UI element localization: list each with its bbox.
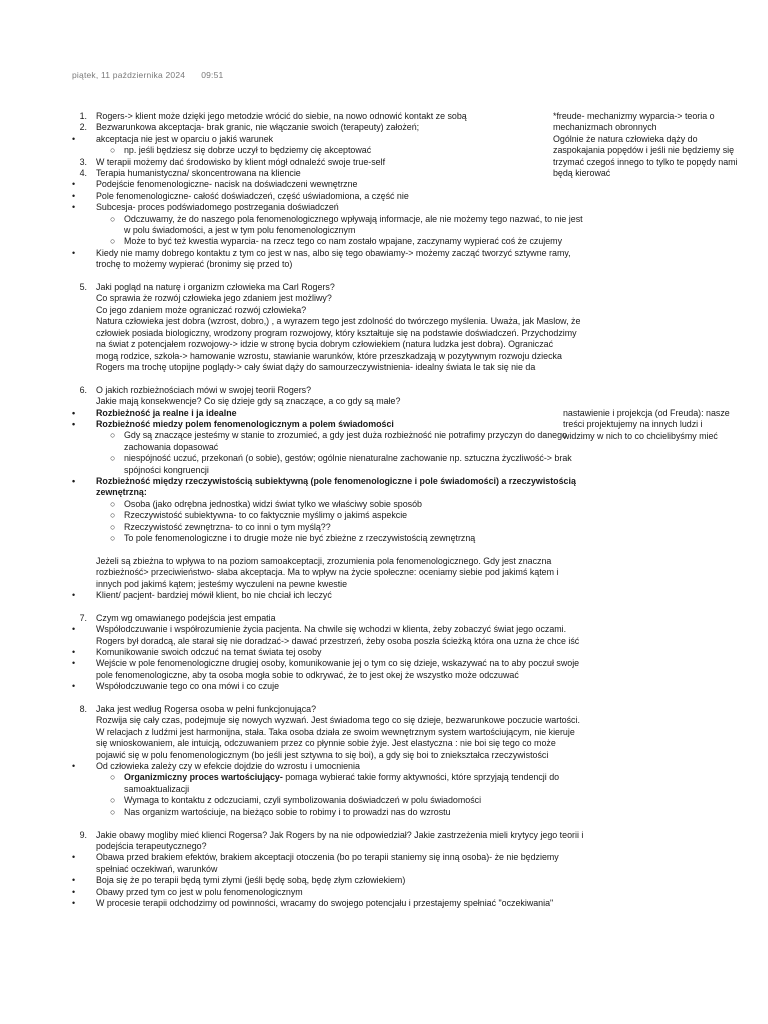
bullet-icon: •	[72, 247, 76, 258]
line-text: na świat z potencjałem rozwojowy-> idzie w stronę bycia dobrym człowiekiem (natura ludzka jest dobra). Ograniczać	[96, 339, 554, 350]
side-note-line: zaspokajania popędów i jeśli nie będziemy się	[553, 145, 735, 156]
sub-bullet-icon: ○	[110, 453, 116, 464]
line-text: W relacjach z ludźmi jest harmonijna, stała. Taka osoba działa ze swoim wewnętrznym system wartościującym, nie kieruje	[96, 726, 575, 737]
outline-line[interactable]	[72, 476, 642, 487]
side-note-line: mechanizmach obronnych	[553, 122, 657, 133]
outline-line[interactable]	[72, 715, 642, 726]
line-text: innych pod jakimś kątem; jesteśmy wyczuleni na pewne kwestie	[96, 578, 348, 589]
sub-bullet-icon: ○	[110, 533, 116, 543]
line-text: Jakie obawy mogliby mieć klienci Rogersa? Jak Rogers by na nie odpowiedział? Jakie zastrzeżenia mieli krytycy jego teorii i	[96, 829, 584, 840]
line-text: Subcesja- proces podświadomego postrzegania doświadczeń	[96, 202, 339, 213]
outline-line[interactable]	[72, 339, 642, 350]
sub-bullet-icon: ○	[110, 510, 116, 521]
outline-line[interactable]	[72, 453, 642, 464]
side-note-line: treści projektujemy na innych ludzi i	[563, 419, 703, 430]
line-text: człowiek posiada biologiczny, wrodzony program rozwojowy, który kształtuje się na podstawie doświadczeń. Przychodzimy	[96, 327, 577, 338]
bullet-icon: •	[72, 475, 76, 486]
line-text: np. jeśli będziesz się dobrze uczył to będziemy cię akceptować	[124, 145, 372, 156]
bullet-icon: •	[72, 190, 76, 201]
bullet-icon: •	[72, 133, 76, 144]
sub-bullet-icon: ○	[110, 521, 116, 532]
line-text: Czym wg omawianego podejścia jest empatia	[96, 612, 276, 623]
sub-bullet-icon: ○	[110, 430, 116, 441]
outline-line[interactable]	[72, 852, 642, 863]
side-note-line: trzymać czegoś innego to tylko te popędy nami	[553, 156, 738, 167]
note-time: 09:51	[201, 70, 224, 80]
line-text: Klient/ pacjent- bardziej mówił klient, bo nie chciał ich leczyć	[96, 590, 332, 601]
outline-line[interactable]	[72, 522, 642, 533]
outline-line[interactable]	[72, 408, 642, 419]
line-text: samoaktualizacji	[124, 783, 190, 794]
outline-line[interactable]	[72, 807, 642, 818]
line-text: Rzeczywistość zewnętrzna- to co inni o tym myślą??	[124, 521, 331, 532]
sub-bullet-icon: ○	[110, 806, 116, 817]
outline-line[interactable]	[72, 875, 642, 886]
line-text: Rogers ma trochę utopijne poglądy-> cały świat dąży do samourzeczywistnienia- idealny świata le tak się nie da	[96, 361, 536, 372]
line-text: Obawy przed tym co jest w polu fenomenologicznym	[96, 886, 303, 897]
outline-line[interactable]	[72, 670, 642, 681]
list-number: 2.	[79, 122, 87, 133]
outline-line[interactable]	[72, 864, 642, 875]
outline-line[interactable]	[72, 750, 642, 761]
line-text: Od człowieka zależy czy w efekcie dojdzie do wzrostu i umocnienia	[96, 761, 360, 772]
line-text: To pole fenomenologiczne i to drugie może nie być zbieżne z rzeczywistością zewnętrzną	[124, 533, 476, 543]
outline-line[interactable]	[72, 841, 642, 852]
line-text: Rzeczywistość subiektywna- to co faktycznie myślimy o jakimś aspekcie	[124, 510, 408, 521]
line-text: pojawić się w polu fenomenologicznym (bo jeśli jest sztywna to się boi), a gdy się boi to zniekształca rzeczywistości	[96, 749, 549, 760]
list-number: 5.	[79, 282, 87, 293]
line-text: spójności kongruencji	[124, 464, 209, 475]
line-text: Kiedy nie mamy dobrego kontaktu z tym co jest w nas, albo się tego obawiamy-> możemy zacząć tworzyć sztywne ramy,	[96, 247, 571, 258]
paragraph-gap	[72, 271, 642, 282]
line-text: rozbieżność> przeciwieństwo- słaba akceptacja. Ma to wpływ na życie społeczne: oceniamy siebie pod jakimś kątem i	[96, 567, 559, 578]
line-text: Rogers był doradcą, ale starał się nie doradzać-> dawać przestrzeń, żeby osoba poszła ścieżką która ona uzna że chce iść	[96, 635, 580, 646]
outline-line[interactable]	[72, 282, 642, 293]
line-text: Podejście fenomenologiczne- nacisk na doświadczeni wewnętrzne	[96, 179, 358, 190]
outline-line[interactable]	[72, 214, 642, 225]
sub-bullet-icon: ○	[110, 795, 116, 806]
line-text: się wnioskowaniem, ale intuicją, odczuwaniem przez co płynnie sobie żyje. Jest elastyczna : nie boi się tego co może	[96, 738, 556, 749]
line-text: Osoba (jako odrębna jednostka) widzi świat tylko we właściwy sobie sposób	[124, 498, 422, 509]
outline-line[interactable]	[72, 681, 642, 692]
line-text: Jaki pogląd na naturę i organizm człowieka ma Carl Rogers?	[96, 282, 335, 293]
outline-line[interactable]	[72, 567, 642, 578]
sub-bullet-icon: ○	[110, 145, 116, 156]
outline-line[interactable]	[72, 362, 642, 373]
outline-line[interactable]	[72, 795, 642, 806]
line-text: Pole fenomenologiczne- całość doświadczeń, część uświadomiona, a część nie	[96, 190, 409, 201]
outline-line[interactable]	[72, 316, 642, 327]
outline-line[interactable]	[72, 624, 642, 635]
note-body[interactable]	[72, 111, 642, 909]
sub-bullet-icon: ○	[110, 213, 116, 224]
outline-line[interactable]	[72, 761, 642, 772]
outline-line[interactable]	[72, 259, 642, 270]
paragraph-gap	[72, 373, 642, 384]
line-text: Gdy są znaczące jesteśmy w stanie to zrozumieć, a gdy jest duża rozbieżność nie potrafimy przyczyn do danego	[124, 430, 567, 441]
outline-line[interactable]	[72, 579, 642, 590]
line-text: Współodczuwanie tego co ona mówi i co czuje	[96, 681, 280, 692]
bullet-icon: •	[72, 407, 76, 418]
line-text: mogą rodzice, szkoła-> hamowanie wzrostu, stawianie warunków, które przeszkadzają w pozytywnym rozwoju dziecka	[96, 350, 562, 361]
bullet-icon: •	[72, 179, 76, 190]
outline-line[interactable]	[72, 533, 642, 544]
outline-line[interactable]	[72, 236, 642, 247]
outline-line[interactable]	[72, 465, 642, 476]
outline-line[interactable]	[72, 590, 642, 601]
line-text: Rozbieżność miedzy polem fenomenologicznym a polem świadomości	[96, 418, 394, 429]
outline-line[interactable]	[72, 430, 642, 441]
outline-line[interactable]	[72, 727, 642, 738]
bullet-icon: •	[72, 202, 76, 213]
list-number: 8.	[79, 704, 87, 715]
bullet-icon: •	[72, 761, 76, 772]
bullet-icon: •	[72, 624, 76, 635]
outline-line[interactable]	[72, 738, 642, 749]
outline-line[interactable]	[72, 636, 642, 647]
outline-line[interactable]	[72, 293, 642, 304]
outline-line[interactable]	[72, 556, 642, 567]
note-timestamp	[72, 70, 223, 80]
line-text: Bezwarunkowa akceptacja- brak granic, nie włączanie swoich (terapeuty) założeń;	[96, 122, 420, 133]
paragraph-gap	[72, 601, 642, 612]
outline-line[interactable]	[72, 704, 642, 715]
list-number: 6.	[79, 384, 87, 395]
line-text: trochę to możemy wypierać (bronimy się przed to)	[96, 259, 293, 270]
line-text: Odczuwamy, że do naszego pola fenomenologicznego wpływają informacje, ale nie możemy tego nazwać, to nie jest	[124, 213, 583, 224]
outline-line[interactable]	[72, 419, 642, 430]
line-text: niespójność uczuć, przekonań (o sobie), gestów; ogólnie nienaturalne zachowanie np. sztuczna życzliwość-> brak	[124, 453, 572, 464]
side-note-projection[interactable]	[563, 408, 730, 442]
bullet-icon: •	[72, 658, 76, 669]
outline-line[interactable]	[72, 385, 642, 396]
outline-line[interactable]	[72, 658, 642, 669]
list-number: 7.	[79, 612, 87, 623]
outline-line[interactable]	[72, 772, 642, 783]
line-text: Rogers-> klient może dzięki jego metodzie wrócić do siebie, na nowo odnowić kontakt ze sobą	[96, 111, 467, 121]
line-text: akceptacja nie jest w oparciu o jakiś warunek	[96, 133, 274, 144]
bullet-icon: •	[72, 647, 76, 658]
outline-line[interactable]	[72, 202, 642, 213]
outline-line[interactable]	[72, 898, 642, 909]
sub-bullet-icon: ○	[110, 236, 116, 247]
outline-line[interactable]	[72, 887, 642, 898]
line-text: Natura człowieka jest dobra (wzrost, dobro,) , a wyrazem tego jest zdolność do twórczego myślenia. Uważa, jak Maslow, że	[96, 316, 581, 327]
line-text: pole fenomenologiczne, aby ta osoba mogła sobie to odkrywać, że to jest okej że wszystko może odczuwać	[96, 669, 519, 680]
line-text: Komunikowanie swoich odczuć na temat świata tej osoby	[96, 647, 322, 658]
line-text: Może to być też kwestia wyparcia- na rzecz tego co nam zostało wpajane, zaczynamy wypierać coś że czujemy	[124, 236, 563, 247]
line-text: zachowania dopasować	[124, 441, 219, 452]
line-text: W procesie terapii odchodzimy od powinności, wracamy do swojego potencjału i przestajemy spełniać "oczekiwania"	[96, 897, 554, 908]
bullet-icon: •	[72, 681, 76, 692]
line-text: w polu świadomości, a jest w tym polu fenomenologicznym	[124, 225, 356, 236]
line-text: spełniać oczekiwań, warunków	[96, 863, 218, 874]
sub-bullet-icon: ○	[110, 498, 116, 509]
line-text: Organizmiczny proces wartościujący- pomaga wybierać takie formy aktywności, które sprzyjają tendencji do	[124, 772, 560, 783]
line-text: Co sprawia że rozwój człowieka jego zdaniem jest możliwy?	[96, 293, 332, 304]
line-text: Wejście w pole fenomenologiczne drugiej osoby, komunikowanie jej o tym co się dzieje, wskazywać na to aby poczuł swoje	[96, 658, 580, 669]
side-note-line: widzimy w nich to co chcielibyśmy mieć	[563, 430, 718, 441]
line-text: Wymaga to kontaktu z odczuciami, czyli symbolizowania doświadczeń w polu świadomości	[124, 795, 482, 806]
side-note-line: nastawienie i projekcja (od Freuda): nasze	[563, 408, 730, 418]
line-text: Jakie mają konsekwencje? Co się dzieje gdy są znaczące, a co gdy są małe?	[96, 396, 401, 407]
outline-line[interactable]	[72, 784, 642, 795]
list-number: 1.	[79, 111, 87, 121]
outline-line[interactable]	[72, 351, 642, 362]
outline-line[interactable]	[72, 179, 642, 190]
outline-line[interactable]	[72, 225, 642, 236]
line-text: Rozwija się cały czas, podejmuje się nowych wyzwań. Jest świadoma tego co się dzieje, bezwarunkowe poczucie wartości.	[96, 715, 580, 726]
outline-line[interactable]	[72, 613, 642, 624]
note-date: piątek, 11 października 2024	[72, 70, 186, 80]
side-note-line: będą kierować	[553, 168, 611, 179]
outline-line[interactable]	[72, 191, 642, 202]
line-text: O jakich rozbieżnościach mówi w swojej teorii Rogers?	[96, 384, 312, 395]
paragraph-gap	[72, 818, 642, 829]
line-text: Boja się że po terapii będą tymi złymi (jeśli będę sobą, będę złym człowiekiem)	[96, 875, 406, 886]
outline-line[interactable]	[72, 442, 642, 453]
line-text: Współodczuwanie i współrozumienie życia pacjenta. Na chwile się wchodzi w klienta, żeby zobaczyć świat jego oczami.	[96, 624, 567, 635]
list-number: 4.	[79, 168, 87, 179]
bullet-icon: •	[72, 875, 76, 886]
outline-line[interactable]	[72, 487, 642, 498]
outline-line[interactable]	[72, 396, 642, 407]
list-number: 9.	[79, 829, 87, 840]
line-text: Obawa przed brakiem efektów, brakiem akceptacji otoczenia (bo po terapii staniemy się inną osoba)- że nie będziemy	[96, 852, 559, 863]
side-note-line: *freude- mechanizmy wyparcia-> teoria o	[553, 111, 715, 121]
line-text: podejścia terapeutycznego?	[96, 840, 207, 851]
line-text: Jaka jest według Rogersa osoba w pełni funkcjonująca?	[96, 704, 317, 715]
bullet-icon: •	[72, 897, 76, 908]
side-note-freud[interactable]	[553, 111, 738, 179]
line-text: Jeżeli są zbieżna to wpływa to na poziom samoakceptacji, zrozumienia pola fenomenologicznego. Gdy jest znaczna	[96, 555, 552, 566]
line-text: Terapia humanistyczna/ skoncentrowana na kliencie	[96, 168, 301, 179]
outline-line[interactable]	[72, 248, 642, 259]
bullet-icon: •	[72, 886, 76, 897]
line-text: Rozbieżność między rzeczywistością subiektywną (pole fenomenologiczne i pole świadomości) a rzeczywistością	[96, 475, 576, 486]
line-text: Rozbieżność ja realne i ja idealne	[96, 407, 237, 418]
outline-line[interactable]	[72, 510, 642, 521]
outline-line[interactable]	[72, 647, 642, 658]
side-note-line: Ogólnie że natura człowieka dąży do	[553, 133, 698, 144]
line-text: W terapii możemy dać środowisko by klient mógł odnaleźć swoje true-self	[96, 156, 386, 167]
paragraph-gap	[72, 544, 642, 555]
list-number: 3.	[79, 156, 87, 167]
bullet-icon: •	[72, 852, 76, 863]
outline-line[interactable]	[72, 499, 642, 510]
paragraph-gap	[72, 693, 642, 704]
outline-line[interactable]	[72, 305, 642, 316]
line-text: Co jego zdaniem może ograniczać rozwój człowieka?	[96, 304, 307, 315]
bullet-icon: •	[72, 418, 76, 429]
outline-line[interactable]	[72, 328, 642, 339]
bullet-icon: •	[72, 590, 76, 601]
line-text: zewnętrzną:	[96, 487, 147, 498]
outline-line[interactable]	[72, 830, 642, 841]
line-text: Nas organizm wartościuje, na bieżąco sobie to robimy i to prowadzi nas do wzrostu	[124, 806, 451, 817]
sub-bullet-icon: ○	[110, 772, 116, 783]
